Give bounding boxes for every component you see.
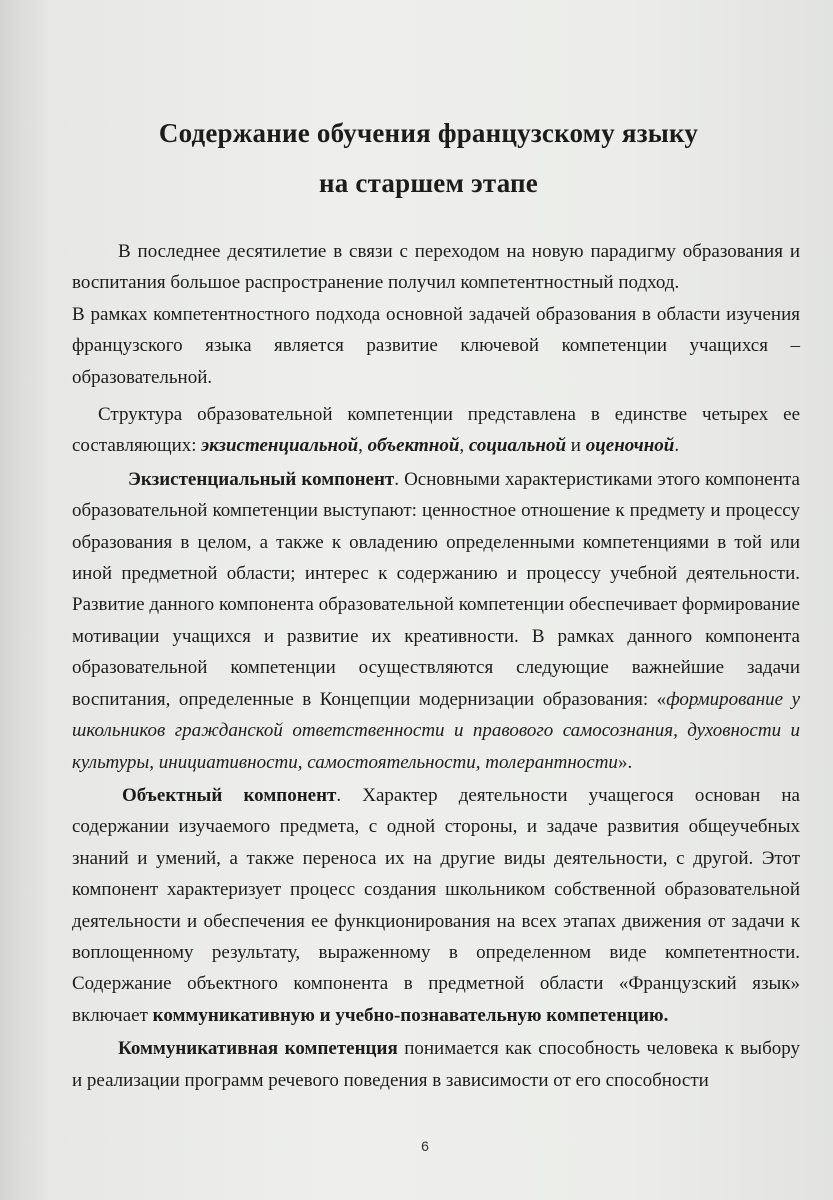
term-communicative: Коммуникативная компетенция bbox=[118, 1038, 398, 1060]
component-social: социальной bbox=[468, 435, 567, 457]
objective-bold-end: коммуникативную и учебно-познавательную компетенцию. bbox=[152, 1004, 669, 1026]
separator: и bbox=[566, 435, 586, 457]
separator: , bbox=[358, 435, 368, 457]
existential-text: . Основными характеристиками этого компонента образовательной компетенции выступают: ценностное отношение к предмету и процессу образования в целом, а также к овладению определенными компетенциями в той или иной предметной области; интерес к содержанию и процессу учебной деятельности. Развитие данного компонента образовательной компетенции обеспечивает формирование мотивации учащихся и развитие их креативности. В рамках данного компонента образовательной компетенции осуществляются следующие важнейшие задачи воспитания, определенные в Концепции модернизации образования: « bbox=[72, 468, 800, 710]
separator: , bbox=[459, 435, 469, 457]
page-number: 6 bbox=[421, 1138, 429, 1154]
page-subtitle: на старшем этапе bbox=[319, 168, 538, 198]
component-existential: экзистенциальной bbox=[201, 435, 359, 457]
paragraph-communicative bbox=[72, 1033, 800, 1096]
page-title: Содержание обучения французскому языку bbox=[158, 118, 699, 148]
paragraph-existential bbox=[72, 464, 800, 778]
paragraph-competence-approach: В рамках компетентностного подхода основной задачей образования в области изучения французского языка является развитие ключевой компетенции учащихся – образовательной. bbox=[72, 303, 800, 388]
objective-text: . Характер деятельности учащегося основан на содержании изучаемого предмета, с одной стороны, и задаче развития общеучебных знаний и умений, а также переноса их на другие виды деятельности, с другой. Этот компонент характеризует процесс создания школьником собственной образовательной деятельности и обеспечения ее функционирования на всех этапах движения от задачи к воплощенному результату, выраженному в определенном виде компетентности. Содержание объектного компонента в предметной области «Французский язык» включает bbox=[72, 784, 800, 1026]
document-body bbox=[72, 236, 800, 1096]
component-objective: объектной bbox=[367, 435, 460, 457]
component-evaluative: оценочной bbox=[585, 435, 675, 457]
paragraph-objective bbox=[72, 780, 800, 1031]
term-existential: Экзистенциальный компонент bbox=[128, 468, 395, 490]
paragraph-intro: В последнее десятилетие в связи с переходом на новую парадигму образования и воспитания большое распространение получил компетентностный подход. bbox=[72, 241, 800, 294]
sentence-end: . bbox=[674, 435, 680, 457]
structure-lead: Структура образовательной компетенции представлена в единстве четырех ее составляющих: bbox=[72, 404, 800, 457]
term-objective: Объектный компонент bbox=[122, 784, 337, 806]
quote-end: ». bbox=[617, 751, 633, 773]
paragraph-structure bbox=[72, 399, 800, 462]
communicative-text: понимается как способность человека к выбору и реализации программ речевого поведения в зависимости от его способности bbox=[72, 1038, 800, 1091]
existential-quote: формирование у школьников гражданской ответственности и правового самосознания, духовности и культуры, инициативности, самостоятельности, толерантности bbox=[72, 688, 800, 773]
